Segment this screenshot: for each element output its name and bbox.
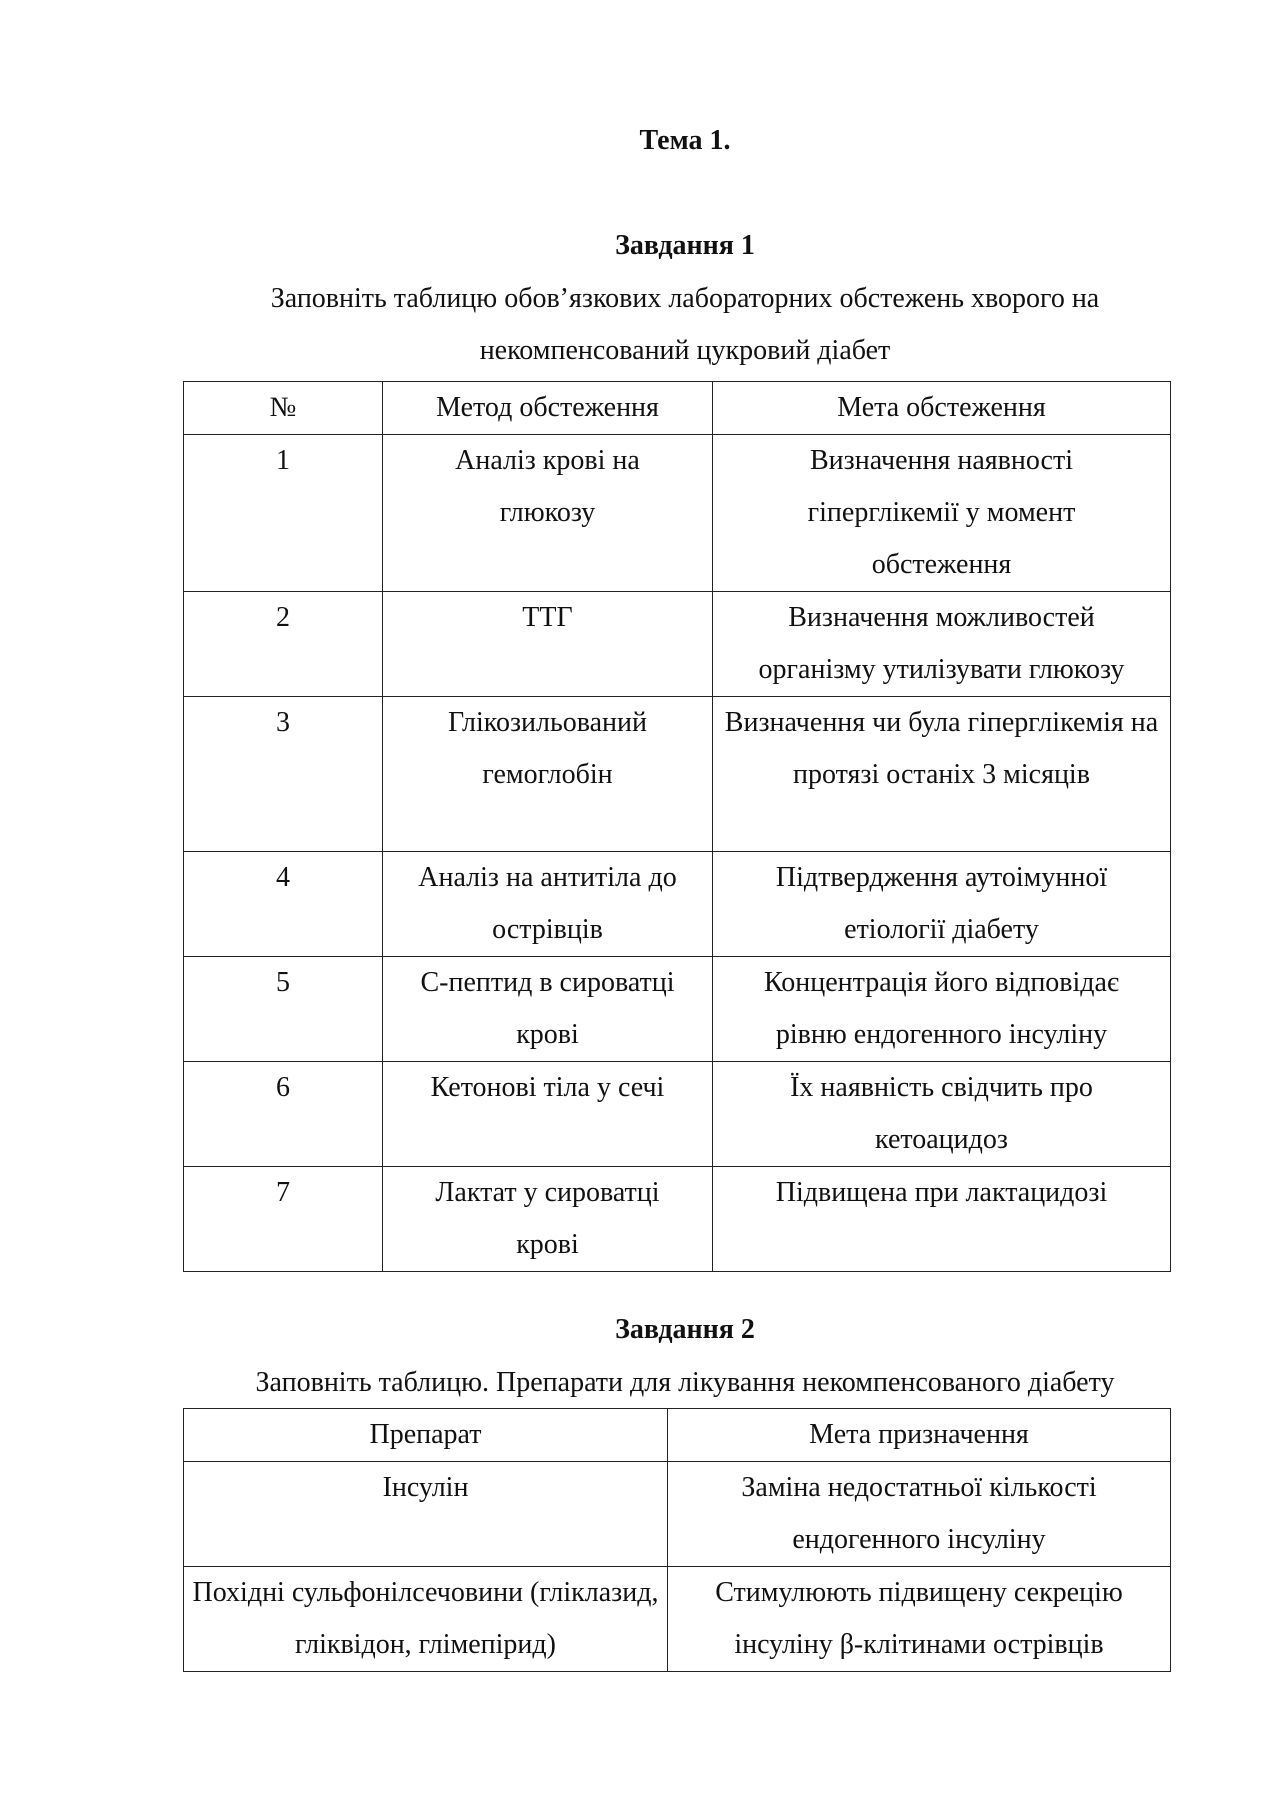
header-number: № [184,382,383,435]
row-purpose: Визначення можливостей організму утилізувати глюкозу [713,592,1171,697]
header-drug-purpose: Мета призначення [668,1409,1171,1462]
header-purpose: Мета обстеження [713,382,1171,435]
table-row [184,592,1171,697]
row-purpose: Підтвердження аутоімунної етіології діабету [713,852,1171,957]
task1-instruction [0,273,1280,377]
row-number: 2 [184,592,383,697]
drugs-table [183,1408,1171,1672]
row-drug-purpose: Заміна недостатньої кількості ендогенного інсуліну [668,1462,1171,1567]
header-drug: Препарат [184,1409,668,1462]
row-method: ТТГ [383,592,713,697]
row-number: 6 [184,1062,383,1167]
row-purpose: Визначення чи була гіперглікемія на протязі останіх 3 місяців [713,697,1171,852]
table-header-row [184,382,1171,435]
row-number: 3 [184,697,383,852]
row-method: С-пептид в сироватці крові [383,957,713,1062]
row-method: Глікозильований гемоглобін [383,697,713,852]
row-purpose: Визначення наявності гіперглікемії у момент обстеження [713,435,1171,592]
row-method: Лактат у сироватці крові [383,1167,713,1272]
table-row [184,697,1171,852]
row-purpose: Підвищена при лактацидозі [713,1167,1171,1272]
table-row [184,1167,1171,1272]
row-method: Аналіз крові на глюкозу [383,435,713,592]
row-purpose: Концентрація його відповідає рівню ендогенного інсуліну [713,957,1171,1062]
row-drug: Похідні сульфонілсечовини (гліклазид, гліквідон, глімепірид) [184,1567,668,1672]
row-method: Кетонові тіла у сечі [383,1062,713,1167]
table-row [184,852,1171,957]
row-number: 5 [184,957,383,1062]
task1-instruction-line1: Заповніть таблицю обов’язкових лабораторних обстежень хворого на [270,283,1100,314]
topic-title: Тема 1. [639,125,731,156]
row-number: 4 [184,852,383,957]
header-method: Метод обстеження [383,382,713,435]
table-header-row [184,1409,1171,1462]
task1-title: Завдання 1 [615,230,755,261]
task2-title: Завдання 2 [615,1314,755,1345]
table-row [184,435,1171,592]
task1-instruction-line2: некомпенсований цукровий діабет [479,335,891,366]
task2-instruction: Заповніть таблицю. Препарати для лікування некомпенсованого діабету [255,1367,1115,1398]
row-number: 1 [184,435,383,592]
table-row [184,957,1171,1062]
row-drug: Інсулін [184,1462,668,1567]
lab-tests-table [183,381,1171,1272]
row-number: 7 [184,1167,383,1272]
table-row [184,1567,1171,1672]
row-purpose: Їх наявність свідчить про кетоацидоз [713,1062,1171,1167]
table-row [184,1462,1171,1567]
row-drug-purpose: Стимулюють підвищену секрецію інсуліну β-клітинами острівців [668,1567,1171,1672]
table-row [184,1062,1171,1167]
row-method: Аналіз на антитіла до острівців [383,852,713,957]
